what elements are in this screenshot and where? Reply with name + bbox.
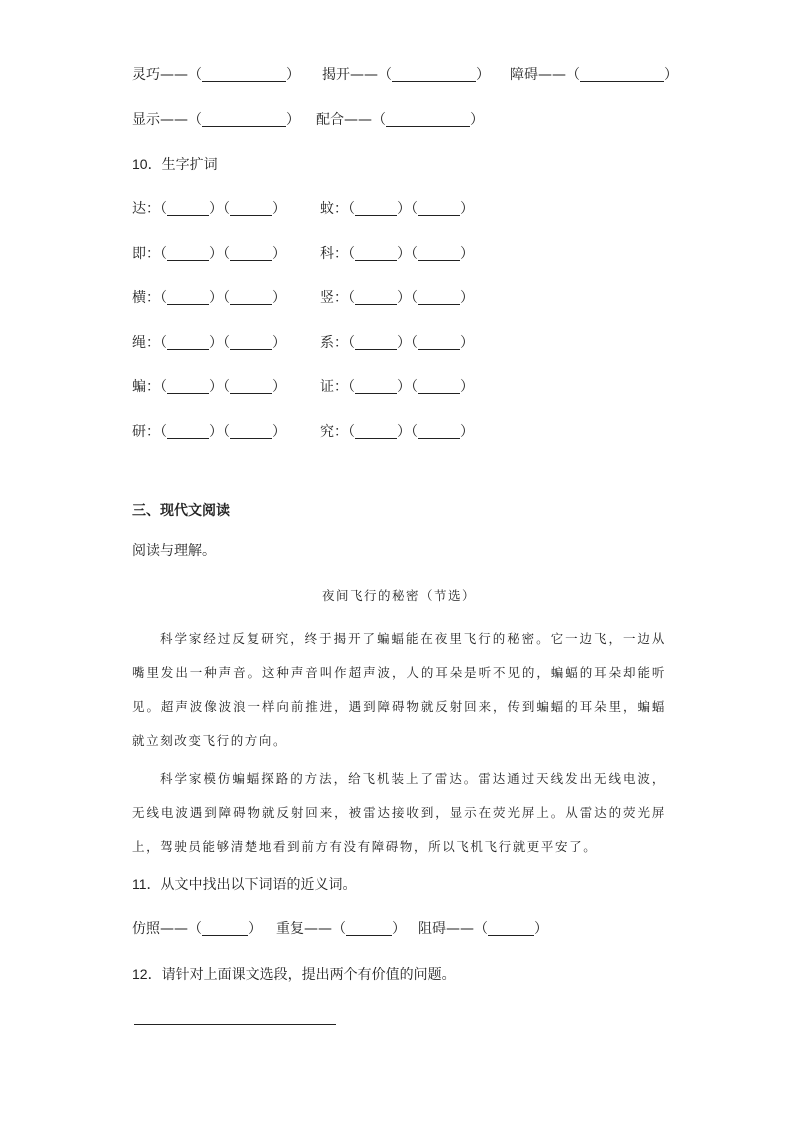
answer-blank[interactable]	[418, 377, 460, 394]
answer-blank[interactable]	[167, 377, 209, 394]
word: 灵巧	[132, 67, 160, 83]
answer-blank[interactable]	[167, 288, 209, 305]
answer-blank[interactable]	[167, 333, 209, 350]
word-pair: 配合——（ ）	[316, 112, 484, 128]
word-pair: 揭开——（ ）	[322, 67, 490, 83]
char: 究	[320, 424, 334, 440]
question-12-title: 12．请针对上面课文选段，提出两个有价值的问题。	[132, 966, 456, 982]
word-pair: 阻碍——（ ）	[418, 921, 548, 937]
answer-blank[interactable]	[488, 919, 534, 936]
answer-blank[interactable]	[230, 199, 272, 216]
dash: ——	[350, 67, 378, 83]
word-pair: 显示——（ ）	[132, 112, 300, 128]
dash: ——	[538, 67, 566, 83]
char: 证	[320, 379, 334, 395]
word: 仿照	[132, 921, 160, 937]
dash: ——	[304, 921, 332, 937]
word: 阻碍	[418, 921, 446, 937]
answer-blank[interactable]	[392, 65, 476, 82]
answer-blank[interactable]	[355, 422, 397, 439]
word: 障碍	[510, 67, 538, 83]
answer-blank[interactable]	[230, 377, 272, 394]
char: 研	[132, 424, 146, 440]
char: 绳	[132, 335, 146, 351]
word: 显示	[132, 112, 160, 128]
dash: ——	[160, 921, 188, 937]
answer-blank[interactable]	[230, 244, 272, 261]
answer-blank[interactable]	[355, 288, 397, 305]
answer-blank[interactable]	[167, 199, 209, 216]
answer-blank[interactable]	[346, 919, 392, 936]
dash: ——	[160, 112, 188, 128]
section-instruction: 阅读与理解。	[132, 542, 216, 558]
passage-title: 夜间飞行的秘密（节选）	[321, 588, 476, 603]
char: 达	[132, 201, 146, 217]
answer-blank[interactable]	[355, 244, 397, 261]
answer-blank[interactable]	[580, 65, 664, 82]
question-10-title: 10．生字扩词	[132, 156, 218, 172]
section-heading: 三、现代文阅读	[132, 503, 230, 519]
dash: ——	[446, 921, 474, 937]
answer-blank[interactable]	[202, 65, 286, 82]
char: 科	[320, 246, 334, 262]
word-pair: 仿照——（ ）	[132, 921, 262, 937]
word: 揭开	[322, 67, 350, 83]
char: 横	[132, 290, 146, 306]
char: 蝙	[132, 379, 146, 395]
char: 即	[132, 246, 146, 262]
answer-blank[interactable]	[355, 377, 397, 394]
char: 竖	[320, 290, 334, 306]
answer-blank[interactable]	[167, 244, 209, 261]
answer-blank[interactable]	[202, 110, 286, 127]
answer-blank[interactable]	[418, 422, 460, 439]
dash: ——	[344, 112, 372, 128]
word-pair: 障碍——（ ）	[510, 67, 678, 83]
char: 系	[320, 335, 334, 351]
question-11-title: 11．从文中找出以下词语的近义词。	[132, 876, 357, 892]
word-pair: 灵巧——（ ）	[132, 67, 300, 83]
char: 蚊	[320, 201, 334, 217]
answer-blank[interactable]	[202, 919, 248, 936]
passage-paragraph-1: 科学家经过反复研究，终于揭开了蝙蝠能在夜里飞行的秘密。它一边飞，一边从嘴里发出一种声音。这种声音叫作超声波，人的耳朵是听不见的，蝙蝠的耳朵却能听见。超声波像波浪一样向前推进，遇到障碍物就反射回来，传到蝙蝠的耳朵里，蝙蝠就立刻改变飞行的方向。	[132, 631, 666, 748]
answer-blank[interactable]	[386, 110, 470, 127]
answer-line[interactable]	[134, 1024, 336, 1025]
answer-blank[interactable]	[418, 333, 460, 350]
answer-blank[interactable]	[418, 244, 460, 261]
word: 重复	[276, 921, 304, 937]
answer-blank[interactable]	[230, 422, 272, 439]
answer-blank[interactable]	[355, 199, 397, 216]
answer-blank[interactable]	[418, 288, 460, 305]
answer-blank[interactable]	[418, 199, 460, 216]
answer-blank[interactable]	[167, 422, 209, 439]
answer-blank[interactable]	[355, 333, 397, 350]
word-pair: 重复——（ ）	[276, 921, 406, 937]
answer-blank[interactable]	[230, 333, 272, 350]
dash: ——	[160, 67, 188, 83]
word: 配合	[316, 112, 344, 128]
passage-paragraph-2: 科学家模仿蝙蝠探路的方法，给飞机装上了雷达。雷达通过天线发出无线电波，无线电波遇到障碍物就反射回来，被雷达接收到，显示在荧光屏上。从雷达的荧光屏上，驾驶员能够清楚地看到前方有没有障碍物，所以飞机飞行就更平安了。	[132, 771, 666, 854]
answer-blank[interactable]	[230, 288, 272, 305]
